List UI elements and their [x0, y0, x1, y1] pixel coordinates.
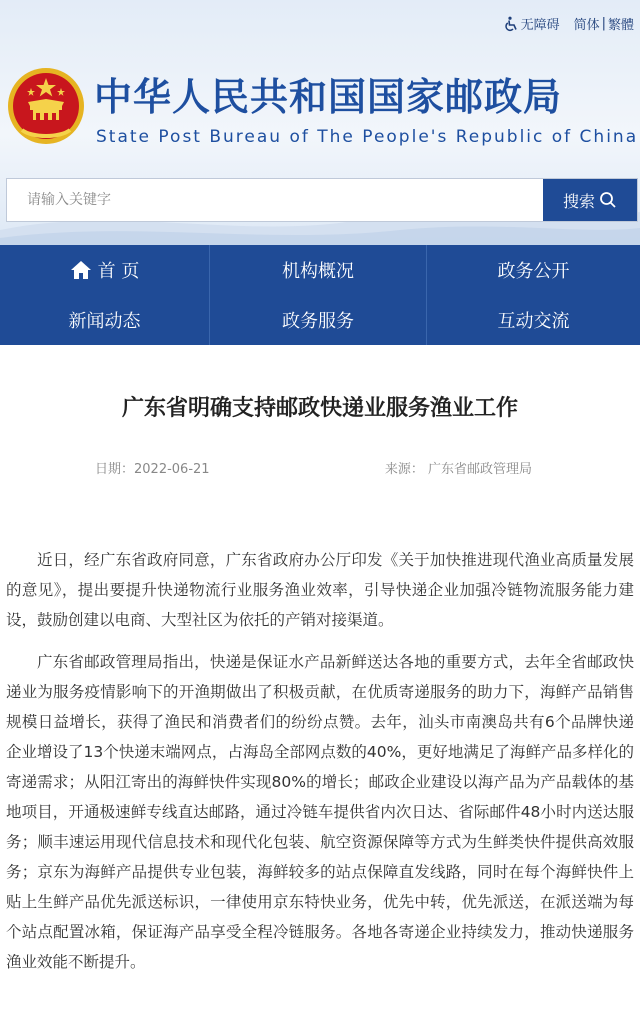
article-body [6, 545, 634, 977]
article-date: 日期：2022-06-21 [95, 462, 210, 477]
traditional-chinese-link[interactable]: 繁體 [607, 18, 634, 33]
article-paragraph: 近日，经广东省政府同意，广东省政府办公厅印发《关于加快推进现代渔业高质量发展的意见》，提出要提升快递物流行业服务渔业效率，引导快递企业加强冷链物流服务能力建设，鼓励创建以电商、大型社区为依托的产销对接渠道。 [6, 551, 634, 629]
search-button[interactable] [543, 179, 637, 221]
site-subtitle: State Post Bureau of The People's Republic of China [96, 127, 639, 147]
nav-item-interaction[interactable] [427, 295, 640, 345]
search-input[interactable] [7, 179, 543, 221]
accessibility-label: 无障碍 [520, 18, 560, 33]
main-nav [0, 245, 640, 345]
article [0, 391, 640, 977]
search-bar [6, 178, 638, 222]
national-emblem-icon [6, 66, 86, 146]
wheelchair-icon [503, 16, 519, 32]
nav-item-services[interactable] [210, 295, 427, 345]
article-source: 来源： 广东省邮政管理局 [384, 462, 532, 477]
nav-item-label: 政务公开 [497, 261, 570, 282]
site-header [0, 0, 640, 245]
nav-item-label: 政务服务 [282, 311, 354, 332]
accessibility-link[interactable] [503, 14, 560, 33]
nav-item-label: 新闻动态 [68, 311, 141, 332]
search-icon [599, 191, 617, 209]
nav-item-organization[interactable] [210, 245, 427, 295]
nav-item-label: 机构概况 [282, 261, 354, 282]
home-icon [70, 260, 92, 280]
article-meta [6, 458, 634, 477]
toolbar-separator: | [601, 16, 606, 31]
article-title: 广东省明确支持邮政快递业服务渔业工作 [121, 396, 518, 421]
nav-item-home[interactable] [0, 245, 210, 295]
simplified-chinese-link[interactable]: 简体 [573, 18, 600, 33]
site-title: 中华人民共和国国家邮政局 [94, 75, 563, 119]
search-button-label: 搜索 [562, 191, 595, 211]
nav-item-label: 互动交流 [497, 311, 570, 332]
article-paragraph: 广东省邮政管理局指出，快递是保证水产品新鲜送达各地的重要方式，去年全省邮政快递业为服务疫情影响下的开渔期做出了积极贡献，在优质寄递服务的助力下，海鲜产品销售规模日益增长，获得了渔民和消费者们的纷纷点赞。去年，汕头市南澳岛共有6个品牌快递企业增设了13个快递末端网点，占海岛全部网点数的40%，更好地满足了海鲜产品多样化的寄递需求；从阳江寄出的海鲜快件实现80%的增长；邮政企业建设以海产品为产品载体的基地项目，开通极速鲜专线直达邮路，通过冷链车提供省内次日达、省际邮件48小时内送达服务；顺丰速运用现代信息技术和现代化包装、航空资源保障等方式为生鲜类快件提供高效服务；京东为海鲜产品提供专业包装，海鲜较多的站点保障直发线路，同时在每个海鲜快件上贴上生鲜产品优先派送标识，一律使用京东特快业务，优先中转，优先派送，在派送端为每个站点配置冰箱，保证海产品享受全程冷链服务。各地各寄递企业持续发力，推动快递服务渔业效能不断提升。 [6, 653, 634, 971]
nav-item-label: 首 页 [97, 261, 140, 282]
nav-item-news[interactable] [0, 295, 210, 345]
top-toolbar [503, 14, 634, 33]
nav-item-government-affairs[interactable] [427, 245, 640, 295]
